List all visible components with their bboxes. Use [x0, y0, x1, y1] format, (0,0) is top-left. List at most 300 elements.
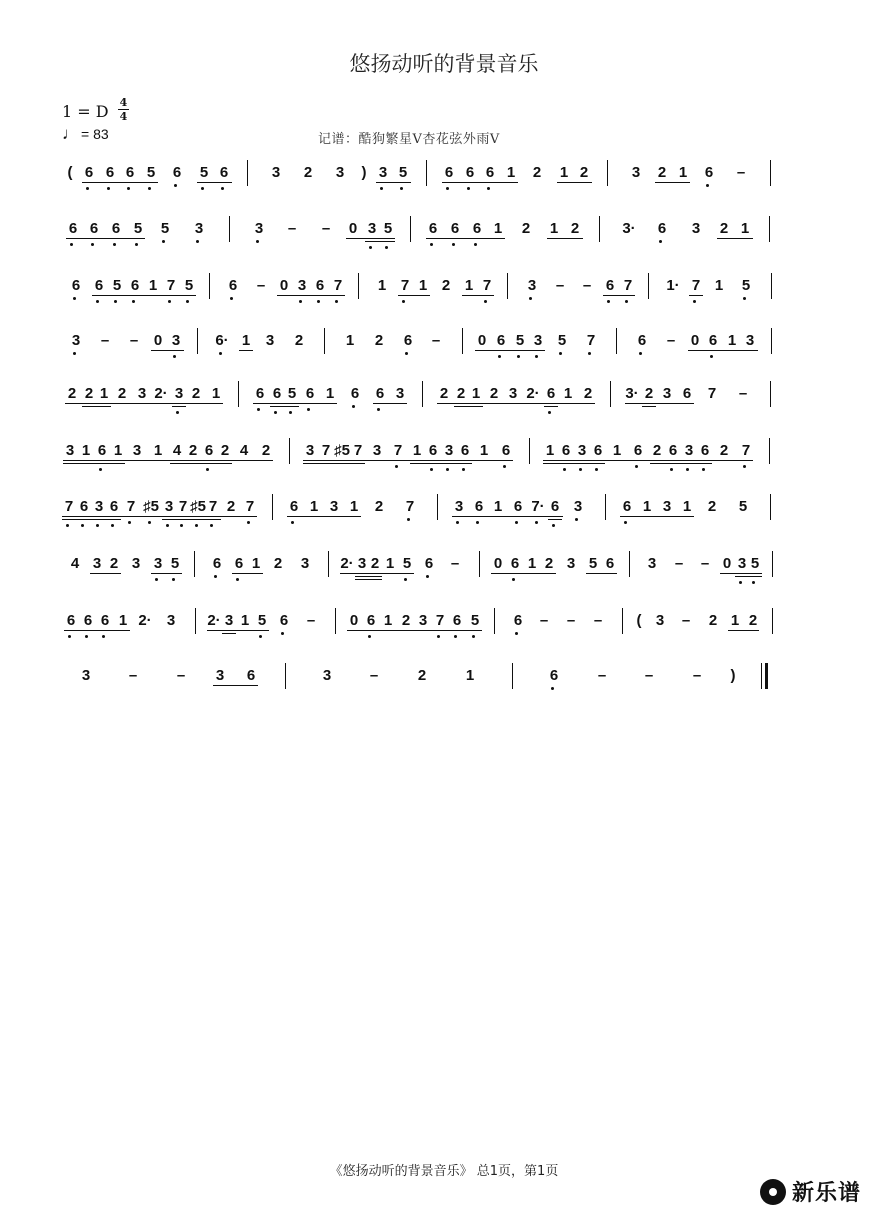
low-octave-dot [172, 578, 175, 581]
tempo-marking [62, 126, 109, 142]
low-octave-dot [114, 300, 117, 303]
low-octave-dot [579, 468, 582, 471]
note: 6 [668, 442, 678, 459]
note: 6 [130, 277, 140, 294]
note: 2 [707, 498, 717, 515]
score-row [62, 164, 790, 190]
note: 6 [375, 385, 385, 402]
note: 2 [456, 385, 466, 402]
note: 0 [493, 555, 503, 572]
note: 6 [513, 498, 523, 515]
note: 7 [586, 332, 596, 349]
transcriber-credit: 记谱：酷狗繁星V杏花弦外雨V [318, 132, 500, 147]
note: 6 [234, 555, 244, 572]
time-signature-bottom: 4 [119, 110, 128, 123]
note: 3 [527, 277, 537, 294]
bar-line [771, 328, 772, 354]
note: 3 [378, 164, 388, 181]
low-octave-dot [503, 465, 506, 468]
low-octave-dot [352, 405, 355, 408]
bar-line [605, 494, 606, 520]
note: 3 [662, 498, 672, 515]
note: 1 [241, 332, 251, 349]
final-bar-line-thick [765, 663, 768, 689]
note: ♯5 [334, 442, 350, 459]
note: 3 [418, 612, 428, 629]
note: 1 [549, 220, 559, 237]
note: 7 [208, 498, 218, 515]
note: 2 [417, 667, 427, 684]
note: 7 [178, 498, 188, 515]
extension-dash: – [100, 332, 110, 349]
bar-line [410, 216, 411, 242]
note: 3 [297, 277, 307, 294]
note: 6 [424, 555, 434, 572]
low-octave-dot [174, 184, 177, 187]
bar-line [247, 160, 248, 186]
extension-dash: – [644, 667, 654, 684]
note: 3 [265, 332, 275, 349]
note: 6 [68, 220, 78, 237]
bar-line [238, 381, 239, 407]
bar-line [770, 381, 771, 407]
low-octave-dot [467, 187, 470, 190]
low-octave-dot [625, 300, 628, 303]
low-octave-dot [404, 578, 407, 581]
note: 1 [383, 612, 393, 629]
note: 2 [191, 385, 201, 402]
key-signature: 1 = D [62, 102, 109, 121]
beam-underline [355, 579, 382, 580]
extension-dash: – [582, 277, 592, 294]
note: 6 [94, 277, 104, 294]
note: 3· [622, 220, 636, 237]
note: 6· [215, 332, 229, 349]
note: 2 [583, 385, 593, 402]
low-octave-dot [289, 411, 292, 414]
song-title: 悠扬动听的背景音乐 [349, 52, 539, 76]
low-octave-dot [70, 243, 73, 246]
note: 3 [684, 442, 694, 459]
bar-line [197, 328, 198, 354]
note: 3 [164, 498, 174, 515]
note: 6 [100, 612, 110, 629]
note: 1 [377, 277, 387, 294]
note: 0 [477, 332, 487, 349]
low-octave-dot [686, 468, 689, 471]
beam-underline [64, 630, 130, 631]
beam-underline [82, 182, 158, 183]
note: 3 [174, 385, 184, 402]
note: 1 [148, 277, 158, 294]
note: 7 [400, 277, 410, 294]
beam-underline [475, 350, 545, 351]
note: 6 [212, 555, 222, 572]
low-octave-dot [230, 297, 233, 300]
note: 6 [452, 612, 462, 629]
beam-underline [151, 350, 184, 351]
note: 3 [372, 442, 382, 459]
score-row [62, 555, 790, 581]
beam-underline [426, 238, 505, 239]
low-octave-dot [563, 468, 566, 471]
note: 3 [171, 332, 181, 349]
note: 3 [745, 332, 755, 349]
note: 1 [727, 332, 737, 349]
note: 3 [92, 555, 102, 572]
beam-underline [62, 519, 121, 520]
repeat-bracket: ( [67, 164, 73, 181]
note: 2 [708, 612, 718, 629]
bar-line [324, 328, 325, 354]
low-octave-dot [68, 635, 71, 638]
beam-underline [65, 403, 223, 404]
bar-line [195, 608, 196, 634]
beam-underline [172, 406, 186, 407]
beam-underline [462, 295, 494, 296]
beam-underline [222, 633, 236, 634]
note: 6 [428, 442, 438, 459]
note: 6 [549, 667, 559, 684]
bar-line [648, 273, 649, 299]
extension-dash: – [450, 555, 460, 572]
beam-underline [655, 182, 690, 183]
beam-underline [63, 463, 125, 464]
note: 6 [561, 442, 571, 459]
bar-line [599, 216, 600, 242]
note: 7 [707, 385, 717, 402]
note: 1 [153, 442, 163, 459]
low-octave-dot [368, 635, 371, 638]
low-octave-dot [710, 355, 713, 358]
note: 3 [71, 332, 81, 349]
note: 2 [273, 555, 283, 572]
note: 3 [65, 442, 75, 459]
score-row [62, 332, 790, 358]
note: 6 [66, 612, 76, 629]
score-row [62, 385, 790, 411]
note: 3 [367, 220, 377, 237]
note: 2· [154, 385, 168, 402]
low-octave-dot [369, 246, 372, 249]
low-octave-dot [484, 300, 487, 303]
low-octave-dot [670, 468, 673, 471]
low-octave-dot [385, 246, 388, 249]
extension-dash: – [681, 612, 691, 629]
beam-underline [620, 516, 694, 517]
low-octave-dot [380, 187, 383, 190]
note: 7 [333, 277, 343, 294]
low-octave-dot [407, 518, 410, 521]
note: 1 [251, 555, 261, 572]
score-row [62, 498, 790, 524]
note: 6 [89, 220, 99, 237]
beam-underline [650, 463, 712, 464]
beam-underline [603, 295, 635, 296]
note: 6 [633, 442, 643, 459]
note: 2 [657, 164, 667, 181]
score-row [62, 442, 790, 468]
note: 3 [577, 442, 587, 459]
bar-line [335, 608, 336, 634]
low-octave-dot [73, 297, 76, 300]
note: 1 [642, 498, 652, 515]
beam-underline [376, 182, 411, 183]
beam-underline [347, 630, 482, 631]
extension-dash: – [566, 612, 576, 629]
low-octave-dot [206, 468, 209, 471]
note: 7 [741, 442, 751, 459]
low-octave-dot [377, 408, 380, 411]
note: 1 [612, 442, 622, 459]
beam-underline [90, 573, 121, 574]
note: 2 [644, 385, 654, 402]
extension-dash: – [431, 332, 441, 349]
beam-underline [398, 295, 430, 296]
note: 6 [485, 164, 495, 181]
note: 2 [652, 442, 662, 459]
beam-underline [151, 573, 182, 574]
bar-line [328, 551, 329, 577]
note: 6 [279, 612, 289, 629]
note: 6 [83, 612, 93, 629]
note: 1 [325, 385, 335, 402]
note: 6 [513, 612, 523, 629]
note: 2 [374, 498, 384, 515]
low-octave-dot [236, 578, 239, 581]
note: 1 [682, 498, 692, 515]
beam-underline [452, 516, 563, 517]
note: 2 [84, 385, 94, 402]
beam-underline [586, 573, 617, 574]
note: 6 [593, 442, 603, 459]
low-octave-dot [113, 243, 116, 246]
note: 3 [194, 220, 204, 237]
note: 3 [647, 555, 657, 572]
note: 1 [464, 277, 474, 294]
note: 4 [239, 442, 249, 459]
note: 6 [501, 442, 511, 459]
low-octave-dot [454, 635, 457, 638]
note: 6 [366, 612, 376, 629]
low-octave-dot [148, 521, 151, 524]
low-octave-dot [219, 352, 222, 355]
note: 5 [470, 612, 480, 629]
low-octave-dot [176, 411, 179, 414]
repeat-bracket: ( [636, 612, 642, 629]
beam-underline [303, 460, 513, 461]
beam-underline [239, 350, 253, 351]
low-octave-dot [498, 355, 501, 358]
low-octave-dot [247, 521, 250, 524]
note: 1 [730, 612, 740, 629]
low-octave-dot [515, 632, 518, 635]
note: 2 [294, 332, 304, 349]
beam-underline [270, 406, 299, 407]
note: 5 [402, 555, 412, 572]
low-octave-dot [274, 411, 277, 414]
note: 1 [714, 277, 724, 294]
note: 6 [289, 498, 299, 515]
low-octave-dot [402, 300, 405, 303]
note: 3 [329, 498, 339, 515]
low-octave-dot [639, 352, 642, 355]
note: 6 [125, 164, 135, 181]
time-signature [118, 97, 129, 122]
extension-dash: – [256, 277, 266, 294]
low-octave-dot [635, 465, 638, 468]
note: 6 [496, 332, 506, 349]
low-octave-dot [299, 300, 302, 303]
note: 1 [385, 555, 395, 572]
note: 6 [172, 164, 182, 181]
note: 6 [460, 442, 470, 459]
low-octave-dot [430, 468, 433, 471]
note: 1 [545, 442, 555, 459]
note: 7 [435, 612, 445, 629]
note: 6 [700, 442, 710, 459]
low-octave-dot [474, 243, 477, 246]
low-octave-dot [517, 355, 520, 358]
beam-underline [82, 406, 111, 407]
note: 6 [657, 220, 667, 237]
beam-underline [365, 241, 395, 242]
note: 7 [393, 442, 403, 459]
time-signature-top: 4 [119, 96, 128, 109]
note: ♯5 [190, 498, 206, 515]
note: 1 [113, 442, 123, 459]
note: 4 [172, 442, 182, 459]
note: 5 [184, 277, 194, 294]
low-octave-dot [551, 687, 554, 690]
note: 6 [105, 164, 115, 181]
score-row [62, 612, 790, 638]
note: 2· [207, 612, 221, 629]
low-octave-dot [405, 352, 408, 355]
note: 1 [81, 442, 91, 459]
note: 0 [279, 277, 289, 294]
note: 3 [81, 667, 91, 684]
beam-underline [728, 630, 759, 631]
bar-line [607, 160, 608, 186]
note: 3 [395, 385, 405, 402]
note: 6 [605, 555, 615, 572]
low-octave-dot [476, 521, 479, 524]
low-octave-dot [257, 408, 260, 411]
bar-line [529, 438, 530, 464]
logo-text: 新乐谱 [792, 1181, 862, 1206]
beam-underline [735, 576, 762, 577]
bar-line [289, 438, 290, 464]
note: 5 [199, 164, 209, 181]
low-octave-dot [559, 352, 562, 355]
extension-dash: – [736, 164, 746, 181]
low-octave-dot [221, 187, 224, 190]
bar-line [629, 551, 630, 577]
bar-line [512, 663, 513, 689]
note: 3 [131, 555, 141, 572]
note: 6 [111, 220, 121, 237]
note: 6 [510, 555, 520, 572]
low-octave-dot [259, 635, 262, 638]
beam-underline [346, 238, 395, 239]
note: 5 [383, 220, 393, 237]
note: 3 [271, 164, 281, 181]
note: 7 [64, 498, 74, 515]
low-octave-dot [535, 355, 538, 358]
beam-underline [197, 182, 232, 183]
low-octave-dot [317, 300, 320, 303]
note: 5 [588, 555, 598, 572]
bar-line [426, 160, 427, 186]
note: 6 [465, 164, 475, 181]
extension-dash: – [128, 667, 138, 684]
low-octave-dot [452, 243, 455, 246]
low-octave-dot [85, 635, 88, 638]
note: 3 [132, 442, 142, 459]
note: 6 [472, 220, 482, 237]
bar-line [494, 608, 495, 634]
beam-underline [689, 295, 703, 296]
note: 5 [112, 277, 122, 294]
note: 1 [211, 385, 221, 402]
note: 3 [153, 555, 163, 572]
extension-dash: – [692, 667, 702, 684]
note: 5 [741, 277, 751, 294]
bar-line [769, 438, 770, 464]
low-octave-dot [73, 352, 76, 355]
low-octave-dot [706, 184, 709, 187]
bar-line [285, 663, 286, 689]
extension-dash: – [369, 667, 379, 684]
low-octave-dot [743, 465, 746, 468]
low-octave-dot [456, 521, 459, 524]
note: 5 [257, 612, 267, 629]
note: 0 [349, 612, 359, 629]
note: 1 [418, 277, 428, 294]
note: 1 [563, 385, 573, 402]
low-octave-dot [446, 187, 449, 190]
beam-underline [340, 573, 414, 574]
beam-underline [207, 630, 269, 631]
low-octave-dot [96, 300, 99, 303]
note: 2 [719, 220, 729, 237]
low-octave-dot [66, 524, 69, 527]
note: 0 [722, 555, 732, 572]
beam-underline [287, 516, 361, 517]
beam-underline [410, 463, 472, 464]
note: 1 [471, 385, 481, 402]
bar-line [772, 608, 773, 634]
note: 3 [166, 612, 176, 629]
bar-line [422, 381, 423, 407]
note: 1 [479, 442, 489, 459]
low-octave-dot [575, 518, 578, 521]
extension-dash: – [306, 612, 316, 629]
bar-line [622, 608, 623, 634]
note: 3 [94, 498, 104, 515]
beam-underline [170, 463, 232, 464]
low-octave-dot [291, 521, 294, 524]
low-octave-dot [166, 524, 169, 527]
note: 1 [309, 498, 319, 515]
note: 1 [412, 442, 422, 459]
note: 5 [133, 220, 143, 237]
note: 0 [153, 332, 163, 349]
note: 6 [637, 332, 647, 349]
note: 1 [99, 385, 109, 402]
beam-underline [442, 182, 518, 183]
